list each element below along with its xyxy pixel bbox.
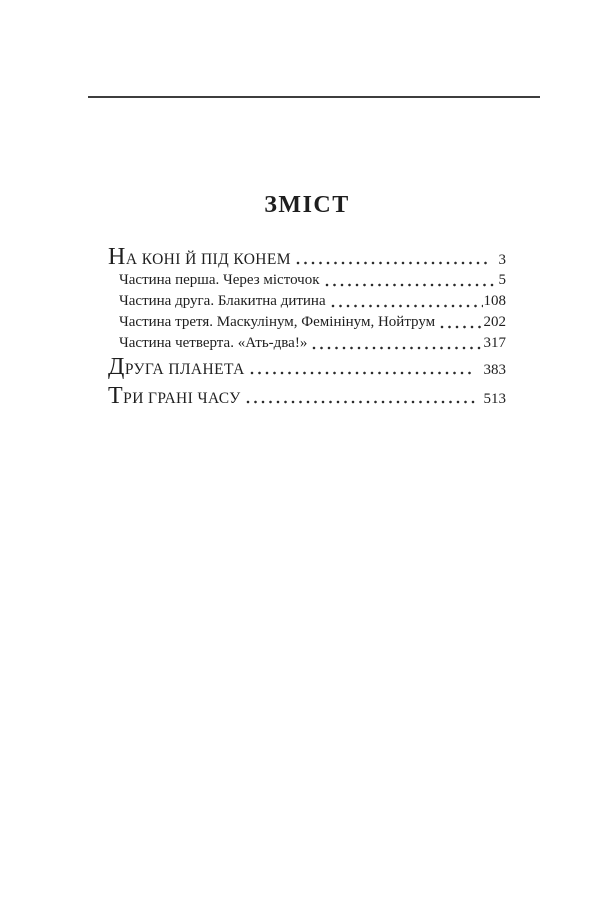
toc-entry-initial: Т xyxy=(108,383,124,409)
toc-row xyxy=(119,336,506,355)
toc-row xyxy=(108,245,506,269)
toc-entry-label: РУГА ПЛАНЕТА xyxy=(124,361,245,378)
header-rule xyxy=(88,96,540,98)
toc-entry-initial: Н xyxy=(108,244,126,270)
toc-entry-label: РИ ГРАНІ ЧАСУ xyxy=(123,390,241,407)
toc-page-number: 513 xyxy=(483,391,506,407)
toc-entry-label: Частина четверта. «Ать-два!» xyxy=(119,335,308,351)
toc-page-number: 108 xyxy=(483,293,506,309)
toc-page-number: 5 xyxy=(498,272,506,288)
toc-row xyxy=(119,273,506,292)
toc-row xyxy=(119,294,506,313)
toc-page-number: 317 xyxy=(483,335,506,351)
toc-entry-initial: Д xyxy=(108,354,125,380)
toc-entry-label: А КОНІ Й ПІД КОНЕМ xyxy=(125,251,291,268)
toc-row xyxy=(108,355,506,379)
toc-page-number: 202 xyxy=(483,314,506,330)
toc-leader-dots xyxy=(296,261,490,265)
toc-leader-dots xyxy=(325,283,498,287)
toc-leader-dots xyxy=(246,400,475,404)
toc-row xyxy=(108,384,506,408)
toc-leader-dots xyxy=(312,346,482,350)
toc-entry-label: Частина друга. Блакитна дитина xyxy=(119,293,326,309)
toc-entry-label: Частина перша. Через місточок xyxy=(119,272,320,288)
toc-page-number: 3 xyxy=(498,252,506,268)
toc-row xyxy=(119,315,506,334)
toc-leader-dots xyxy=(440,325,482,329)
toc-page-number: 383 xyxy=(483,362,506,378)
toc-leader-dots xyxy=(331,304,483,308)
toc-entry-label: Частина третя. Маскулінум, Фемінінум, Нойтрум xyxy=(119,314,436,330)
toc-leader-dots xyxy=(250,371,475,375)
page-title: ЗМІСТ xyxy=(264,192,350,219)
